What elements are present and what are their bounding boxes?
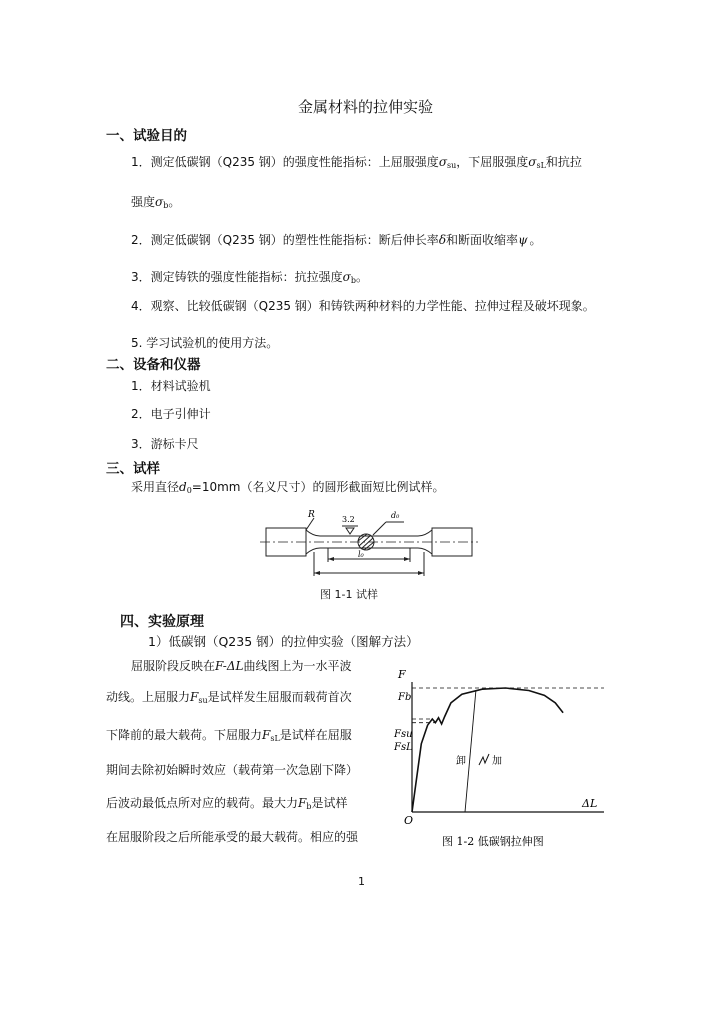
tick-label-fb: Fb xyxy=(398,692,412,703)
principle-line-4: 期间去除初始瞬时效应（载荷第一次急剧下降） xyxy=(106,763,359,777)
principle-line-2: 动线。上屈服力$F_{su}$是试样发生屈服而载荷首次 xyxy=(106,690,352,705)
objective-item-4: 4．观察、比较低碳钢（Q235 钢）和铸铁两种材料的力学性能、拉伸过程及破坏现象。 xyxy=(131,299,595,313)
objective-item-3: 3．测定铸铁的强度性能指标：抗拉强度$\sigma_b$。 xyxy=(131,270,368,285)
origin-label: O xyxy=(404,814,414,827)
objective-item-2: 2．测定低碳钢（Q235 钢）的塑性性能指标：断后伸长率δ和断面收缩率ψ 。 xyxy=(131,233,542,247)
section-heading-specimen: 三、试样 xyxy=(106,461,160,477)
objective-item-1-cont: 强度$\sigma_b$。 xyxy=(131,195,181,210)
tick-label-fsl: FsL xyxy=(394,742,413,753)
tick-label-fsu: Fsu xyxy=(394,729,413,740)
section-heading-equipment: 二、设备和仪器 xyxy=(106,357,201,373)
x-axis-label: ΔL xyxy=(582,797,598,810)
page-title: 金属材料的拉伸实验 xyxy=(298,98,434,116)
figure-caption-1-1: 图 1-1 试样 xyxy=(320,588,378,601)
chart-caption: 图 1-2 低碳钢拉伸图 xyxy=(442,835,544,848)
principle-line-1: 屈服阶段反映在F-ΔL曲线图上为一水平波 xyxy=(131,659,352,673)
series-line-load-curve xyxy=(412,688,563,812)
principle-line-5: 后波动最低点所对应的载荷。最大力$F_b$是试样 xyxy=(106,796,348,811)
equipment-item: 1．材料试验机 xyxy=(131,379,211,393)
section-heading-objectives: 一、试验目的 xyxy=(106,128,187,144)
section-heading-principle: 四、实验原理 xyxy=(120,614,204,630)
fig-label-r: R xyxy=(308,510,315,520)
specimen-figure xyxy=(258,504,480,582)
objective-item-5: 5. 学习试验机的使用方法。 xyxy=(131,336,279,350)
principle-line-6: 在屈服阶段之后所能承受的最大载荷。相应的强 xyxy=(106,830,359,844)
fig-label-d0: d₀ xyxy=(391,511,400,520)
page-number: 1 xyxy=(358,875,365,888)
objective-item-1: 1．测定低碳钢（Q235 钢）的强度性能指标：上屈服强度$\sigma_{su}$，下屈服强度$\sigma_{sL}$和抗拉 xyxy=(131,155,582,170)
annotation-load: 加 xyxy=(492,756,502,767)
fig-label-l0: l₀ xyxy=(358,550,364,559)
principle-line-3: 下降前的最大载荷。下屈服力$F_{sL}$是试样在屈服 xyxy=(106,728,352,743)
subheading-graphic-method: 1）低碳钢（Q235 钢）的拉伸实验（图解方法） xyxy=(148,634,419,649)
unload-reload-line xyxy=(465,691,476,813)
annotation-unload: 卸 xyxy=(456,756,466,767)
specimen-description: 采用直径$d_0=10mm$（名义尺寸）的圆形截面短比例试样。 xyxy=(131,480,445,495)
equipment-item: 2．电子引伸计 xyxy=(131,407,211,421)
fig-label-roughness: 3.2 xyxy=(342,515,355,524)
load-elongation-chart xyxy=(390,664,616,854)
y-axis-label: F xyxy=(398,668,406,681)
unload-arrow-icon xyxy=(479,754,489,765)
equipment-item: 3．游标卡尺 xyxy=(131,437,199,451)
